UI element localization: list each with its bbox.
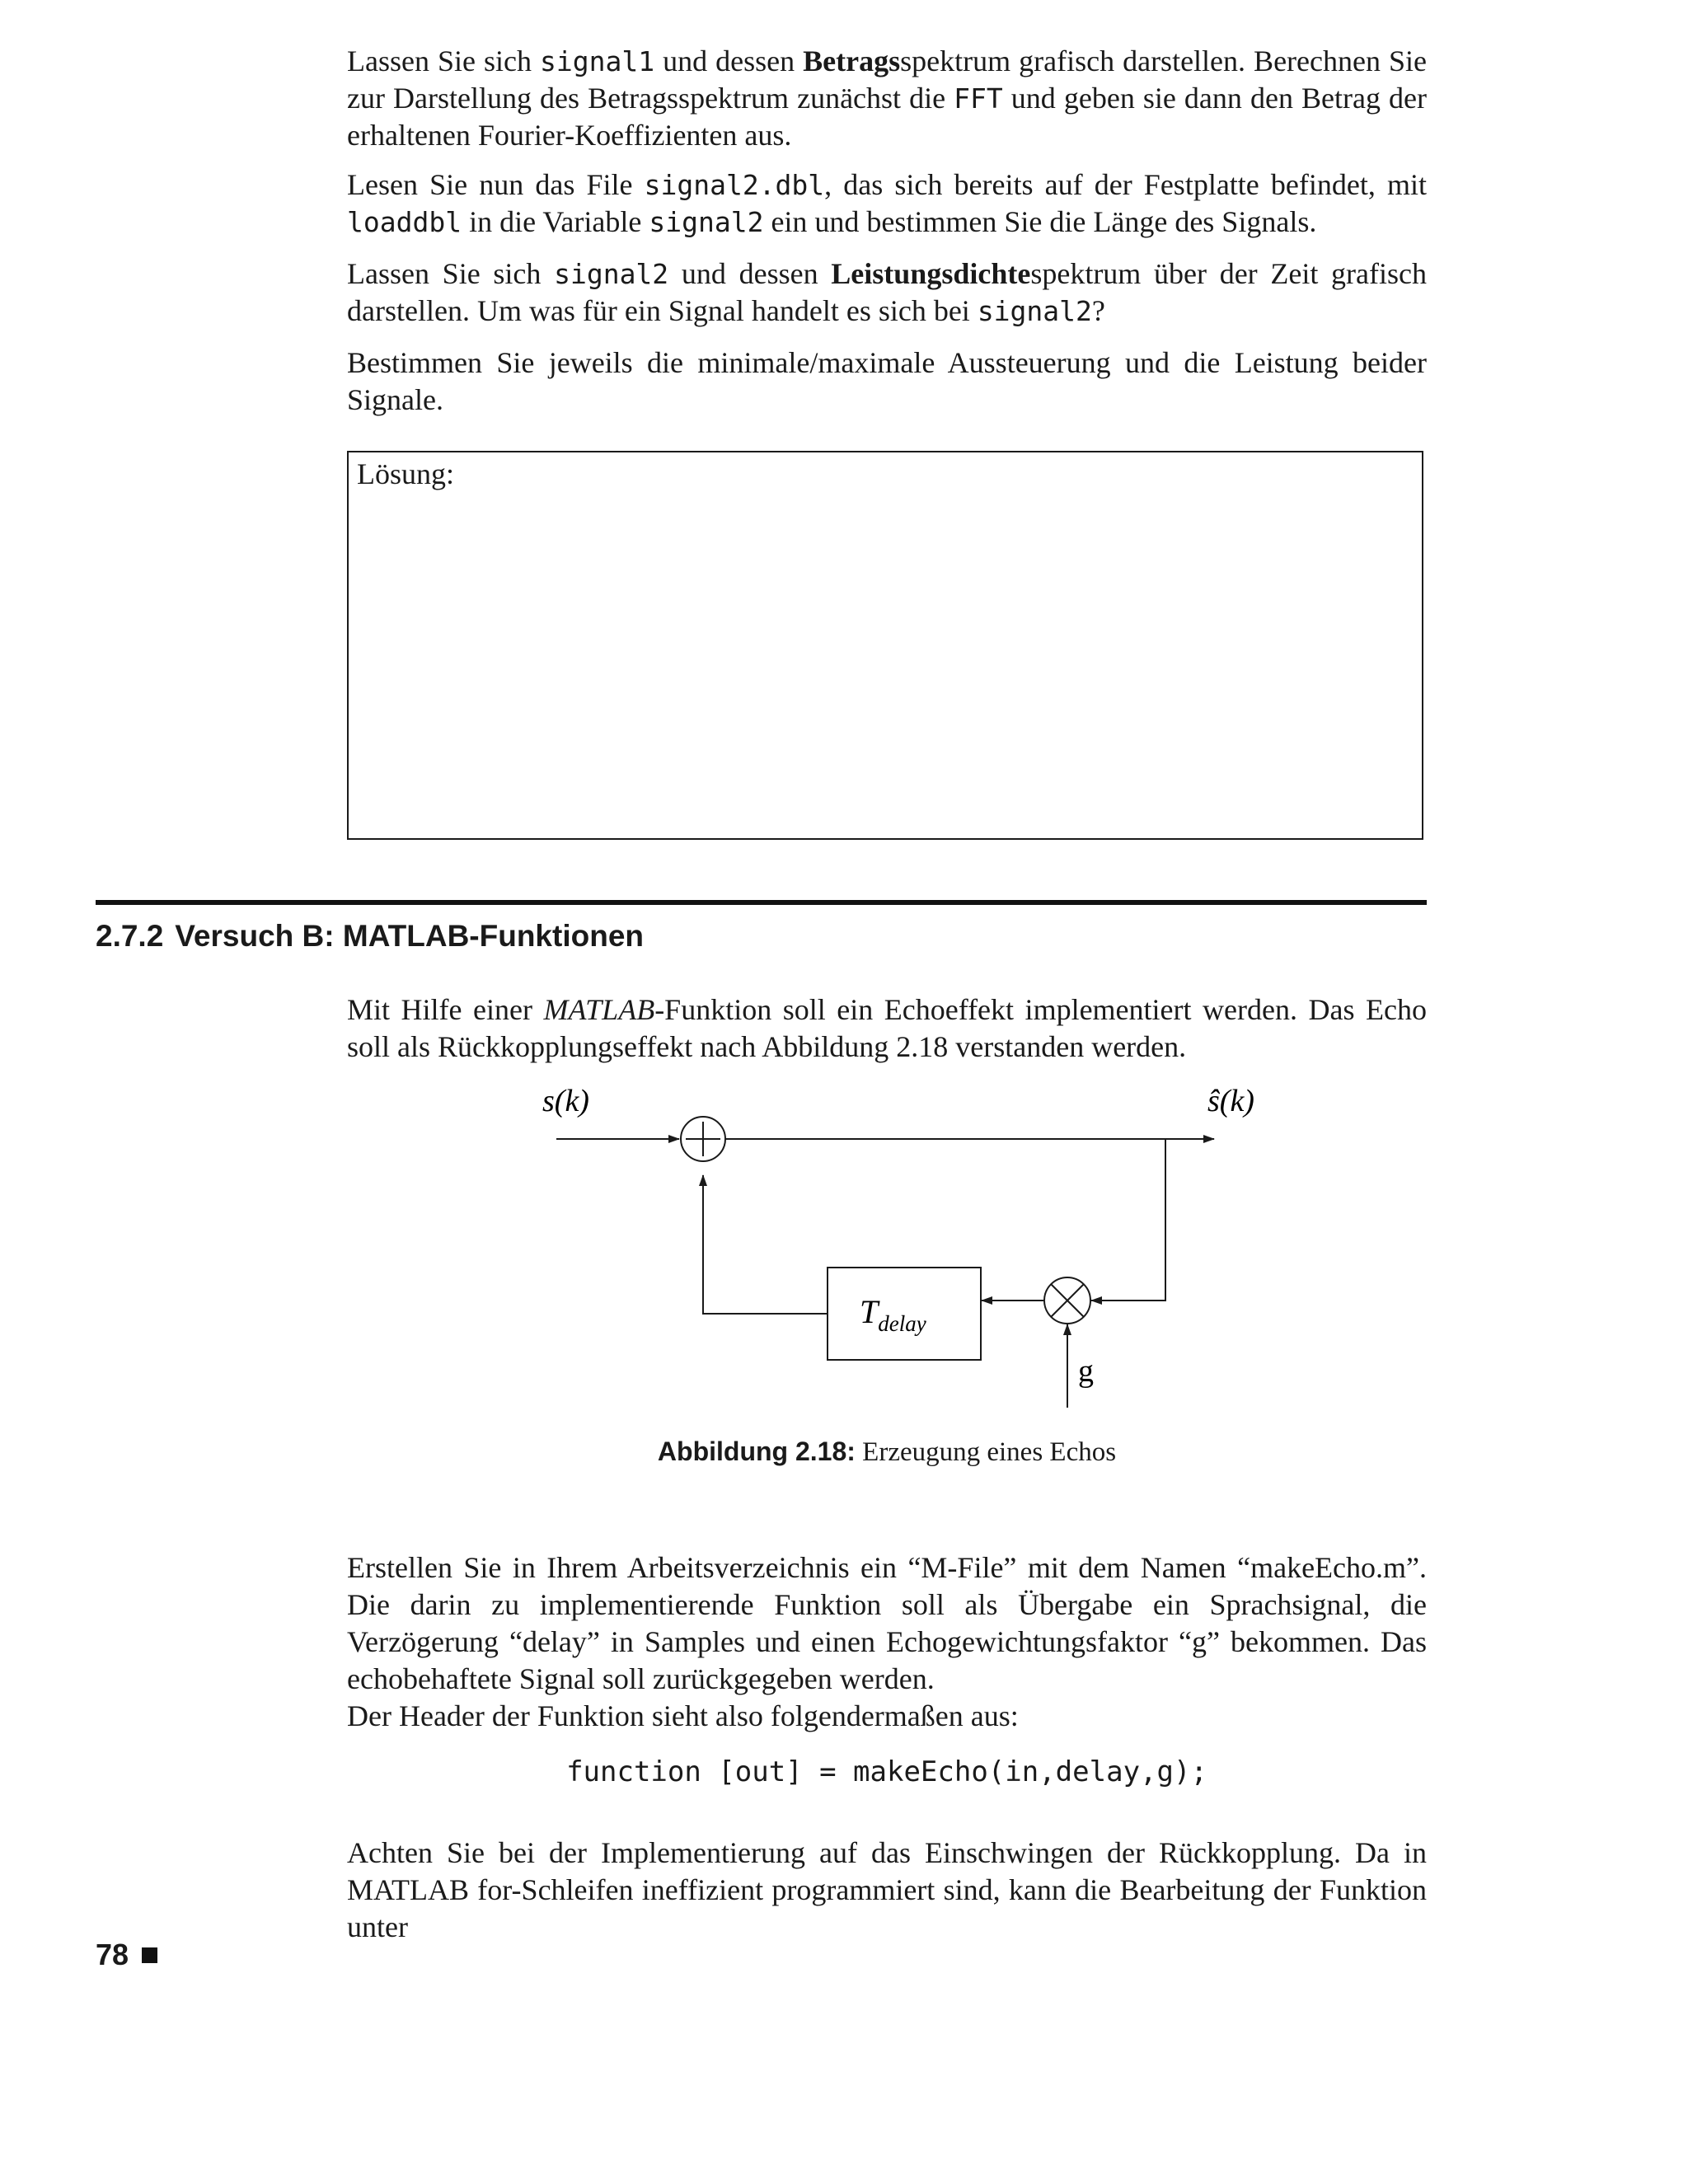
code-signal2: signal2 bbox=[649, 206, 764, 238]
section-heading bbox=[96, 917, 644, 955]
paragraph-aussteuerung: Bestimmen Sie jeweils die minimale/maximale Aussteuerung und die Leistung beider Signale. bbox=[347, 346, 1427, 416]
bold-leistungsdichte: Leistungsdichte bbox=[831, 257, 1031, 290]
echo-block-diagram bbox=[528, 1080, 1269, 1409]
delay-to-adder-path bbox=[703, 1175, 828, 1314]
output-signal-label: ŝ(k) bbox=[1207, 1084, 1254, 1118]
paragraph-leistungsdichte: Lassen Sie sich signal2 und dessen Leistungsdichtespektrum über der Zeit grafisch darstellen. Um was für ein Signal handelt es sich bei signal2? bbox=[347, 257, 1427, 327]
gain-label: g bbox=[1078, 1354, 1094, 1389]
figure-caption bbox=[347, 1435, 1427, 1469]
paragraph-intro: Mit Hilfe einer MATLAB-Funktion soll ein Echoeffekt implementiert werden. Das Echo soll als Rückkopplungseffekt nach Abbildung 2.18 verstanden werden. bbox=[347, 993, 1427, 1063]
page-number: 78 bbox=[96, 1937, 157, 1973]
figure-caption-label: Abbildung 2.18: bbox=[657, 1436, 856, 1466]
italic-matlab: MATLAB bbox=[543, 993, 655, 1026]
paragraph-einschwingen: Achten Sie bei der Implementierung auf das Einschwingen der Rückkopplung. Da in MATLAB for-Schleifen ineffizient programmiert sind, kann die Bearbeitung der Funktion unter bbox=[347, 1836, 1427, 1943]
code-signal2-b: signal2 bbox=[977, 295, 1092, 327]
code-fft: FFT bbox=[954, 82, 1003, 115]
section-number: 2.7.2 bbox=[96, 919, 164, 953]
multiplier-node bbox=[1044, 1277, 1090, 1324]
code-signal2-a: signal2 bbox=[554, 258, 669, 290]
section-rule bbox=[96, 900, 1427, 905]
code-signal2-dbl: signal2.dbl bbox=[644, 169, 825, 201]
adder-node bbox=[681, 1117, 725, 1161]
code-signal1: signal1 bbox=[540, 45, 655, 77]
paragraph-signal2-laden: Lesen Sie nun das File signal2.dbl, das sich bereits auf der Festplatte befindet, mit loaddbl in die Variable signal2 ein und bestimmen Sie die Länge des Signals. bbox=[347, 168, 1427, 238]
solution-box[interactable] bbox=[347, 451, 1423, 840]
function-header-code: function [out] = makeEcho(in,delay,g); bbox=[566, 1755, 1207, 1788]
page-marker-square bbox=[142, 1947, 157, 1963]
figure-caption-text: Erzeugung eines Echos bbox=[862, 1437, 1117, 1467]
section-title: Versuch B: MATLAB-Funktionen bbox=[175, 919, 644, 953]
bold-betrags: Betrags bbox=[803, 45, 901, 77]
code-loaddbl: loaddbl bbox=[347, 206, 462, 238]
solution-label: Lösung: bbox=[357, 457, 455, 490]
feedback-path bbox=[1091, 1139, 1165, 1301]
paragraph-mfile: Erstellen Sie in Ihrem Arbeitsverzeichnis ein “M-File” mit dem Namen “makeEcho.m”. Die darin zu implementierende Funktion soll als Übergabe ein Sprachsignal, die Verzögerung “delay” in Samples und einen Echogewichtungsfaktor “g” bekommen. Das echobehaftete Signal soll zurückgegeben werden. bbox=[347, 1551, 1427, 1695]
paragraph-betragsspektrum: Lassen Sie sich signal1 und dessen Betragsspektrum grafisch darstellen. Berechnen Sie zur Darstellung des Betragsspektrum zunächst die FFT und geben sie dann den Betrag der erhaltenen Fourier-Koeffizienten aus. bbox=[347, 45, 1427, 152]
input-signal-label: s(k) bbox=[542, 1084, 589, 1118]
delay-block-label: $T_{delay}$ bbox=[860, 1293, 926, 1336]
paragraph-header-intro: Der Header der Funktion sieht also folgendermaßen aus: bbox=[347, 1699, 1019, 1732]
